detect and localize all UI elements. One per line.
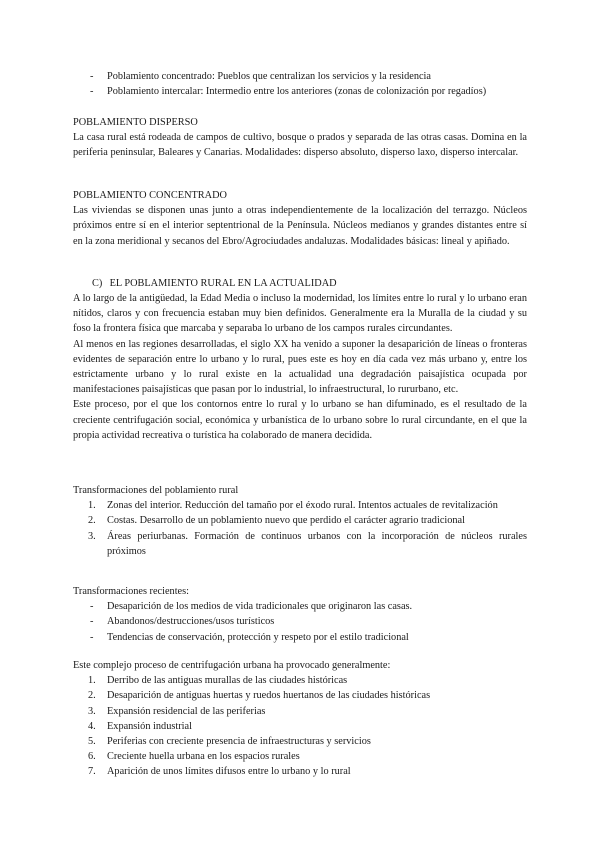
list-item: 6. Creciente huella urbana en los espacios rurales <box>73 749 527 764</box>
list-item: - Tendencias de conservación, protección y respeto por el estilo tradicional <box>73 630 527 645</box>
item-number: 3. <box>88 705 96 717</box>
list-item: - Poblamiento concentrado: Pueblos que centralizan los servicios y la residencia <box>73 69 527 84</box>
section-transformaciones-rural <box>73 483 527 559</box>
list-item: - Desaparición de los medios de vida tradicionales que originaron las casas. <box>73 599 527 614</box>
section-heading: Este complejo proceso de centrifugación urbana ha provocado generalmente: <box>73 660 391 671</box>
top-bullet-list <box>73 69 527 99</box>
list-item: - Poblamiento intercalar: Intermedio entre los anteriores (zonas de colonización por regadíos) <box>73 84 527 99</box>
section-c-body <box>73 291 527 443</box>
item-number: 4. <box>88 720 96 732</box>
section-letter: C) <box>92 278 103 289</box>
list-item: 7. Aparición de unos límites difusos entre lo urbano y lo rural <box>73 764 527 779</box>
item-number: 3. <box>88 530 96 542</box>
section-heading: POBLAMIENTO CONCENTRADO <box>73 190 227 201</box>
section-disperso <box>73 115 527 161</box>
list-item: 2. Costas. Desarrollo de un poblamiento nuevo que perdido el carácter agrario tradicional <box>73 513 527 528</box>
item-number: 5. <box>88 735 96 747</box>
bullet-dash: - <box>90 86 94 98</box>
section-c-heading <box>92 276 337 291</box>
item-number: 7. <box>88 766 96 778</box>
list-item: 1. Derribo de las antiguas murallas de las ciudades históricas <box>73 673 527 688</box>
paragraph: La casa rural está rodeada de campos de cultivo, bosque o prados y separada de las otras casas. Domina en la periferia peninsular, Baleares y Canarias. Modalidades: disperso absoluto, disperso laxo, disperso intercalar. <box>73 132 527 159</box>
numbered-list <box>73 498 527 559</box>
list-item: 1. Zonas del interior. Reducción del tamaño por el éxodo rural. Intentos actuales de revitalización <box>73 498 527 513</box>
section-heading: Transformaciones recientes: <box>73 586 189 597</box>
paragraph: Al menos en las regiones desarrolladas, el siglo XX ha venido a suponer la desaparición de líneas o fronteras evidentes de separación entre lo urbano y lo rural, pues este es hoy en día cada vez más urbano y, entre los estrictamente urbano y lo rural existe en la actualidad una degradación paisajística ocupada por manifestaciones paisajísticas que pasan por lo industrial, lo infraestructural, lo rururbano, etc. <box>73 338 527 396</box>
list-item: 2. Desaparición de antiguas huertas y ruedos huertanos de las ciudades históricas <box>73 688 527 703</box>
list-item: 4. Expansión industrial <box>73 719 527 734</box>
paragraph: Las viviendas se disponen unas junto a otras independientemente de la localización del terrazgo. Núcleos próximos entre sí en el interior septentrional de la Península. Núcleos medianos y grandes distantes entre sí en la zona meridional y secanos del Ebro/Agrociudades andaluzas. Modalidades básicas: lineal y apiñado. <box>73 205 527 247</box>
paragraph: A lo largo de la antigüedad, la Edad Media o incluso la modernidad, los límites entre lo rural y lo urbano eran nítidos, claros y con frecuencia estaban muy bien definidos. Generalmente era la Muralla de la ciudad y su foso la frontera física que marcaba y separaba lo urbano de los campos rurales circundantes. <box>73 293 527 335</box>
item-number: 2. <box>88 690 96 702</box>
item-number: 1. <box>88 500 96 512</box>
bullet-dash: - <box>90 71 94 82</box>
list-item: - Abandonos/destrucciones/usos turísticos <box>73 614 527 629</box>
item-number: 6. <box>88 751 96 763</box>
item-number: 2. <box>88 515 96 527</box>
bullet-dash: - <box>90 601 94 613</box>
paragraph: Este proceso, por el que los contornos entre lo rural y lo urbano se han difuminado, es el resultado de la creciente centrifugación social, económica y urbanística de lo urbano sobre lo rural circundante, en el que la propia actividad recreativa o turística ha colaborado de manera decidida. <box>73 399 527 441</box>
list-item: 3. Expansión residencial de las periferias <box>73 704 527 719</box>
section-title: EL POBLAMIENTO RURAL EN LA ACTUALIDAD <box>109 278 337 289</box>
section-centrifugacion <box>73 658 527 780</box>
bullet-dash: - <box>90 616 94 628</box>
list-item: 3. Áreas periurbanas. Formación de continuos urbanos con la incorporación de núcleos rurales próximos <box>88 530 527 557</box>
section-transformaciones-recientes <box>73 584 527 645</box>
section-heading: POBLAMIENTO DISPERSO <box>73 117 198 128</box>
section-heading: Transformaciones del poblamiento rural <box>73 485 239 496</box>
list-item: 5. Periferias con creciente presencia de infraestructuras y servicios <box>73 734 527 749</box>
bullet-dash: - <box>90 631 94 643</box>
item-number: 1. <box>88 675 96 687</box>
section-concentrado <box>73 188 527 249</box>
